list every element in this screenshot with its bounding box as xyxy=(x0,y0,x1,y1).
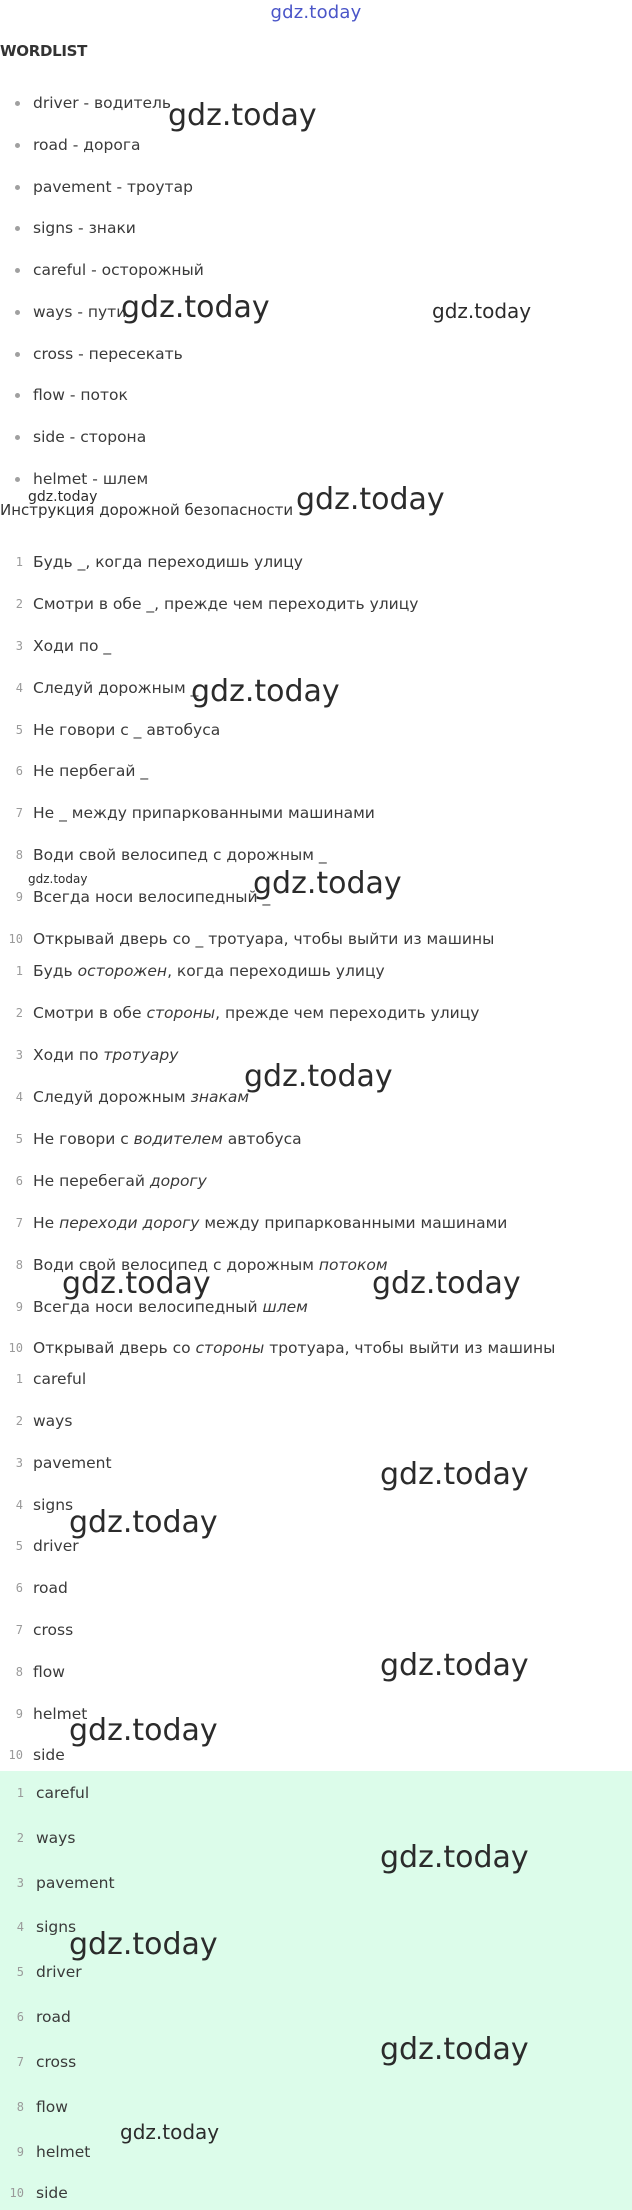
bullet-icon xyxy=(15,477,20,482)
watermark: gdz.today xyxy=(380,2032,529,2067)
list-item: 1 careful xyxy=(15,1370,87,1388)
list-item: 4 signs xyxy=(15,1496,74,1514)
watermark: gdz.today xyxy=(168,98,317,133)
watermark: gdz.today xyxy=(62,1266,211,1301)
final-answers-box xyxy=(0,1771,632,2210)
answer-word: переходи дорогу xyxy=(59,1214,200,1232)
list-item: 9 Всегда носи велосипедный шлем xyxy=(15,1298,308,1316)
list-item: flow - поток xyxy=(0,374,632,416)
list-item: 8 Води свой велосипед с дорожным потоком xyxy=(15,1256,388,1274)
watermark: gdz.today xyxy=(380,1840,529,1875)
list-item: helmet - шлем xyxy=(0,458,632,500)
list-item: 4 Следуй дорожным _ xyxy=(15,679,199,697)
list-item: pavement - троутар xyxy=(0,166,632,208)
list-item: 9 helmet xyxy=(15,1705,88,1723)
list-item: 10 Открывай дверь со стороны тротуара, чтобы выйти из машины xyxy=(8,1339,556,1357)
list-item: 10 side xyxy=(9,2183,68,2202)
watermark: gdz.today xyxy=(120,2120,220,2144)
list-item: 6 Не перебегай дорогу xyxy=(15,1172,207,1190)
watermark: gdz.today xyxy=(253,866,402,901)
list-item: ways - пути xyxy=(0,291,632,333)
watermark: gdz.today xyxy=(28,489,98,505)
watermark: gdz.today xyxy=(191,674,340,709)
list-item: 8 flow xyxy=(15,1663,65,1681)
list-item: 10 side xyxy=(8,1746,65,1764)
bullet-icon xyxy=(15,435,20,440)
list-item: 1 Будь _, когда переходишь улицу xyxy=(15,553,303,571)
list-item: 1 Будь осторожен, когда переходишь улицу xyxy=(15,962,385,980)
list-item: 5 driver xyxy=(16,1963,82,1981)
list-item: 6 Не пербегай _ xyxy=(15,762,149,780)
answer-word: шлем xyxy=(262,1298,308,1316)
answer-word: стороны xyxy=(195,1339,265,1357)
watermark: gdz.today xyxy=(28,872,88,886)
answer-word: знакам xyxy=(190,1088,250,1106)
bullet-icon xyxy=(15,352,20,357)
bullet-icon xyxy=(15,393,20,398)
list-item: 7 cross xyxy=(15,1621,74,1639)
list-item: 5 Не говори с водителем автобуса xyxy=(15,1130,302,1148)
answer-word: потоком xyxy=(318,1256,388,1274)
list-item: 8 flow xyxy=(16,2098,68,2116)
site-logo[interactable]: gdz.today xyxy=(270,2,362,23)
list-item: side - сторона xyxy=(0,416,632,458)
watermark: gdz.today xyxy=(69,1505,218,1540)
answer-word: стороны xyxy=(146,1004,216,1022)
list-item: 2 ways xyxy=(15,1412,73,1430)
list-item: 9 helmet xyxy=(16,2143,91,2161)
list-item: careful - осторожный xyxy=(0,249,632,291)
list-item: 9 Всегда носи велосипедный _ xyxy=(15,888,271,906)
list-item: 3 pavement xyxy=(15,1454,112,1472)
answer-word: водителем xyxy=(133,1130,223,1148)
list-item: cross - пересекать xyxy=(0,333,632,375)
bullet-icon xyxy=(15,101,20,106)
list-item: 7 Не переходи дорогу между припаркованными машинами xyxy=(15,1214,508,1232)
list-item: 4 Следуй дорожным знакам xyxy=(15,1088,250,1106)
instructions-title: Инструкция дорожной безопасности xyxy=(0,501,294,519)
list-item: driver - водитель xyxy=(0,82,632,124)
bullet-icon xyxy=(15,310,20,315)
list-item: 5 driver xyxy=(15,1537,79,1555)
list-item: 10 Открывай дверь со _ тротуара, чтобы выйти из машины xyxy=(8,930,495,948)
list-item: 2 Смотри в обе _, прежде чем переходить улицу xyxy=(15,595,419,613)
list-item: 3 Ходи по тротуару xyxy=(15,1046,179,1064)
bullet-icon xyxy=(15,143,20,148)
list-item: 3 pavement xyxy=(16,1874,115,1892)
answer-word: осторожен xyxy=(77,962,168,980)
wordlist-title: WORDLIST xyxy=(0,42,88,60)
watermark: gdz.today xyxy=(69,1713,218,1748)
list-item: 4 signs xyxy=(16,1918,77,1936)
list-item: 7 Не _ между припаркованными машинами xyxy=(15,804,375,822)
watermark: gdz.today xyxy=(296,482,445,517)
answer-word: тротуару xyxy=(103,1046,179,1064)
watermark: gdz.today xyxy=(69,1927,218,1962)
bullet-icon xyxy=(15,226,20,231)
list-item: 3 Ходи по _ xyxy=(15,637,112,655)
watermark: gdz.today xyxy=(380,1457,529,1492)
list-item: 7 cross xyxy=(16,2053,77,2071)
watermark: gdz.today xyxy=(121,290,270,325)
list-item: 2 Смотри в обе стороны, прежде чем переходить улицу xyxy=(15,1004,480,1022)
bullet-icon xyxy=(15,185,20,190)
list-item: 6 road xyxy=(15,1579,68,1597)
list-item: 6 road xyxy=(16,2008,71,2026)
answer-word: дорогу xyxy=(149,1172,207,1190)
list-item: 5 Не говори с _ автобуса xyxy=(15,721,221,739)
list-item: road - дорога xyxy=(0,124,632,166)
watermark: gdz.today xyxy=(244,1059,393,1094)
list-item: 2 ways xyxy=(16,1829,76,1847)
watermark: gdz.today xyxy=(432,299,532,323)
bullet-icon xyxy=(15,268,20,273)
list-item: signs - знаки xyxy=(0,207,632,249)
list-item: 1 careful xyxy=(16,1784,90,1802)
watermark: gdz.today xyxy=(372,1266,521,1301)
list-item: 8 Води свой велосипед с дорожным _ xyxy=(15,846,327,864)
watermark: gdz.today xyxy=(380,1648,529,1683)
